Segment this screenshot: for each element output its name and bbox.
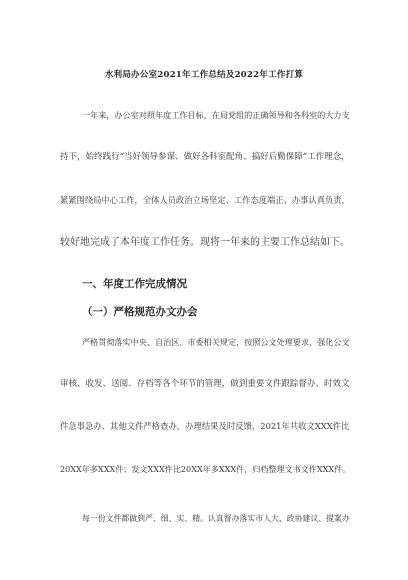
intro-line-3: 紧紧围绕局中心工作，全体人员政治立场坚定、工作态度端正、办事认真负责， (60, 195, 350, 205)
paragraph2-line-1: 每一份文件都做到严、细、实、精。认真督办落实市人大、政协建议、提案办 (82, 514, 350, 523)
intro-line-4: 较好地完成了本年度工作任务。现将一年来的主要工作总结如下。 (60, 237, 350, 248)
intro-line-1: 一年来，办公室对照年度工作目标，在局党组的正确领导和各科室的大力支 (82, 110, 350, 120)
section-heading-1: 一、年度工作完成情况 (82, 278, 187, 290)
paragraph1-line-1: 严格贯彻落实中央、自治区、市委相关规定，按照公文处理要求，强化公文 (82, 337, 350, 347)
paragraph1-line-2: 审核、收发、送阅、存档等各个环节的管理，做到重要文件跟踪督办、时效文 (60, 379, 350, 389)
paragraph1-line-4: 20XX年多XXX件；发文XXX件比20XX年多XXX件，归档整理文书文件XXX件。 (60, 464, 351, 474)
subsection-heading-1: （一）严格规范办文办会 (82, 306, 198, 318)
intro-line-2: 持下，始终践行“当好领导参谋、做好各科室配角、搞好后勤保障”工作理念， (60, 152, 350, 162)
document-title: 水利局办公室2021年工作总结及2022年工作打算 (104, 69, 304, 79)
paragraph1-line-3: 件急事急办、其他文件严格查办，办理结果及时反馈，2021年共收文XXX件比 (60, 421, 350, 431)
